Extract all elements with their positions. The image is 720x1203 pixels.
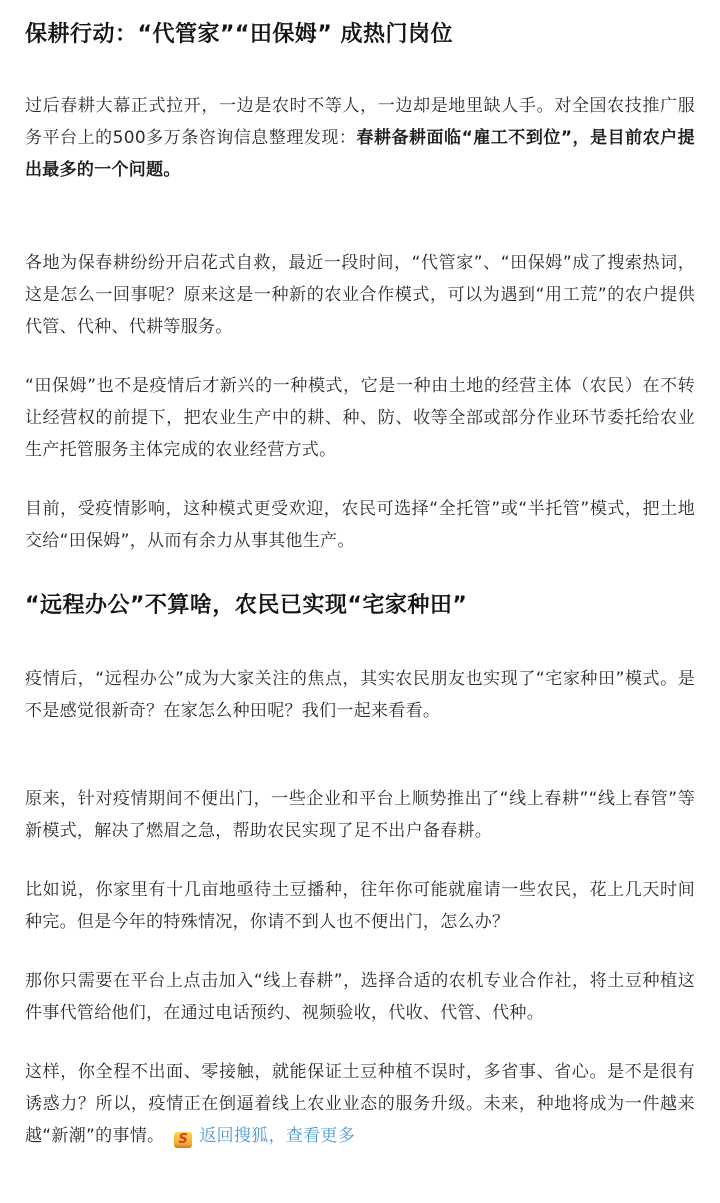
paragraph-9	[25, 1056, 695, 1152]
paragraph-2: 各地为保春耕纷纷开启花式自救，最近一段时间，“代管家”、“田保姆”成了搜索热词，这是怎么一回事呢？原来这是一种新的农业合作模式，可以为遇到“用工荒”的农户提供代管、代种、代耕等服务。	[25, 253, 695, 337]
article-title: 保耕行动：“代管家”“田保姆” 成热门岗位	[25, 22, 453, 47]
paragraph-4: 目前，受疫情影响，这种模式更受欢迎，农民可选择“全托管”或“半托管”模式，把土地交给“田保姆”，从而有余力从事其他生产。	[25, 499, 695, 551]
paragraph-3: “田保姆”也不是疫情后才新兴的一种模式，它是一种由土地的经营主体（农民）在不转让经营权的前提下，把农业生产中的耕、种、防、收等全部或部分作业环节委托给农业生产托管服务主体完成的农业经营方式。	[25, 376, 695, 460]
back-link-label: 返回搜狐，查看更多	[199, 1126, 356, 1146]
sohu-logo-icon: S	[174, 1132, 192, 1148]
paragraph-1-text: 过后春耕大幕正式拉开，一边是农时不等人，一边却是地里缺人手。对全国农技推广服务平台上的500多万条咨询信息整理发现：	[25, 96, 695, 148]
paragraph-1-bold-text: 春耕备耕面临“雇工不到位”，是目前农户提出最多的一个问题。	[25, 128, 695, 180]
paragraph-6: 原来，针对疫情期间不便出门，一些企业和平台上顺势推出了“线上春耕”“线上春管”等新模式，解决了燃眉之急，帮助农民实现了足不出户备春耕。	[25, 789, 695, 841]
paragraph-9-text: 这样，你全程不出面、零接触，就能保证土豆种植不误时，多省事、省心。是不是很有诱惑力？所以，疫情正在倒逼着线上农业业态的服务升级。未来，种地将成为一件越来越“新潮”的事情。	[25, 1062, 695, 1146]
back-to-sohu-link[interactable]	[164, 1126, 355, 1146]
article-subtitle: “远程办公”不算啥，农民已实现“宅家种田”	[25, 593, 468, 618]
paragraph-7: 比如说，你家里有十几亩地亟待土豆播种，往年你可能就雇请一些农民，花上几天时间种完。但是今年的特殊情况，你请不到人也不便出门，怎么办？	[25, 880, 695, 932]
paragraph-1	[25, 90, 695, 186]
paragraph-5: 疫情后，“远程办公”成为大家关注的焦点，其实农民朋友也实现了“宅家种田”模式。是不是感觉很新奇？在家怎么种田呢？我们一起来看看。	[25, 669, 695, 721]
paragraph-8: 那你只需要在平台上点击加入“线上春耕”，选择合适的农机专业合作社，将土豆种植这件事代管给他们，在通过电话预约、视频验收，代收、代管、代种。	[25, 971, 695, 1023]
